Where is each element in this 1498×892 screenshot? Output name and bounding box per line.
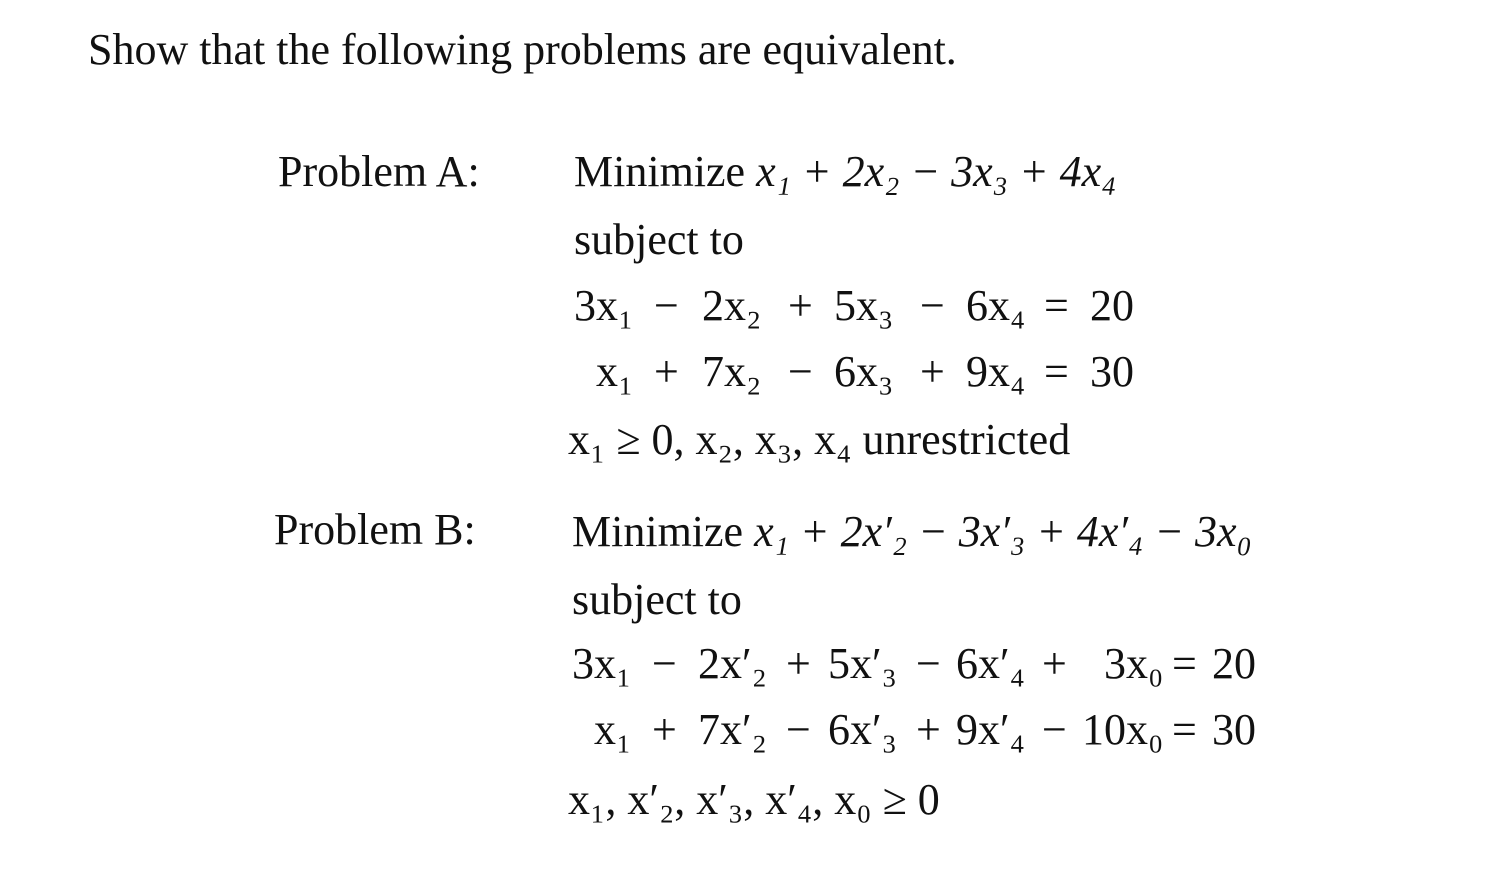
term: 6x₃: [834, 347, 894, 396]
rhs: 20: [1212, 639, 1256, 688]
operator: +: [920, 347, 945, 396]
objective-expression: x₁ + 2x′₂ − 3x′₃ + 4x′₄ − 3x₀: [754, 507, 1252, 556]
problem-b-label: Problem B:: [274, 505, 476, 554]
term: x₁: [594, 705, 632, 754]
term: 6x₄: [966, 281, 1026, 330]
term: 9x′₄: [956, 705, 1025, 754]
term: 9x₄: [966, 347, 1026, 396]
problem-a-constraint-2: [574, 344, 1154, 400]
problem-a-objective: [574, 144, 1116, 200]
operator: +: [916, 705, 941, 754]
term: 6x′₄: [956, 639, 1025, 688]
problem-b-constraint-1: [572, 636, 1262, 692]
operator: −: [916, 639, 941, 688]
rhs: 30: [1212, 705, 1256, 754]
term: 2x′₂: [698, 639, 767, 688]
term: 3x₁: [572, 639, 632, 688]
operator: −: [786, 705, 811, 754]
equals: =: [1044, 347, 1069, 396]
operator: −: [1042, 705, 1067, 754]
problem-a-subject-to: subject to: [574, 215, 744, 264]
problem-b-constraint-2: [572, 702, 1262, 758]
operator: −: [788, 347, 813, 396]
problem-b-subject-to: subject to: [572, 575, 742, 624]
term: 3x₁: [574, 281, 634, 330]
operator: −: [920, 281, 945, 330]
equals: =: [1044, 281, 1069, 330]
term: x₁: [596, 347, 634, 396]
term: 7x′₂: [698, 705, 767, 754]
operator: +: [788, 281, 813, 330]
intro-text: Show that the following problems are equivalent.: [88, 25, 957, 74]
equals: =: [1172, 639, 1197, 688]
term: 6x′₃: [828, 705, 897, 754]
operator: −: [654, 281, 679, 330]
operator: +: [786, 639, 811, 688]
term: 10x₀: [1082, 705, 1164, 754]
unrestricted-text: unrestricted: [862, 415, 1071, 464]
term: 7x₂: [702, 347, 762, 396]
term: 3x₀: [1104, 639, 1164, 688]
sign-expression: x₁ ≥ 0, x₂, x₃, x₄: [568, 415, 852, 464]
operator: +: [654, 347, 679, 396]
equals: =: [1172, 705, 1197, 754]
problem-a-sign-constraint: [568, 412, 1070, 468]
term: 5x₃: [834, 281, 894, 330]
objective-expression: x₁ + 2x₂ − 3x₃ + 4x₄: [756, 147, 1117, 196]
operator: −: [652, 639, 677, 688]
problem-b-sign-constraint: x₁, x′₂, x′₃, x′₄, x₀ ≥ 0: [568, 775, 940, 824]
rhs: 30: [1090, 347, 1134, 396]
problem-a-label: Problem A:: [278, 147, 480, 196]
problem-a-constraint-1: [574, 278, 1154, 334]
term: 2x₂: [702, 281, 762, 330]
objective-prefix: Minimize: [574, 147, 746, 196]
term: 5x′₃: [828, 639, 897, 688]
objective-prefix: Minimize: [572, 507, 744, 556]
operator: +: [1042, 639, 1067, 688]
problem-b-objective: [572, 504, 1252, 560]
rhs: 20: [1090, 281, 1134, 330]
operator: +: [652, 705, 677, 754]
